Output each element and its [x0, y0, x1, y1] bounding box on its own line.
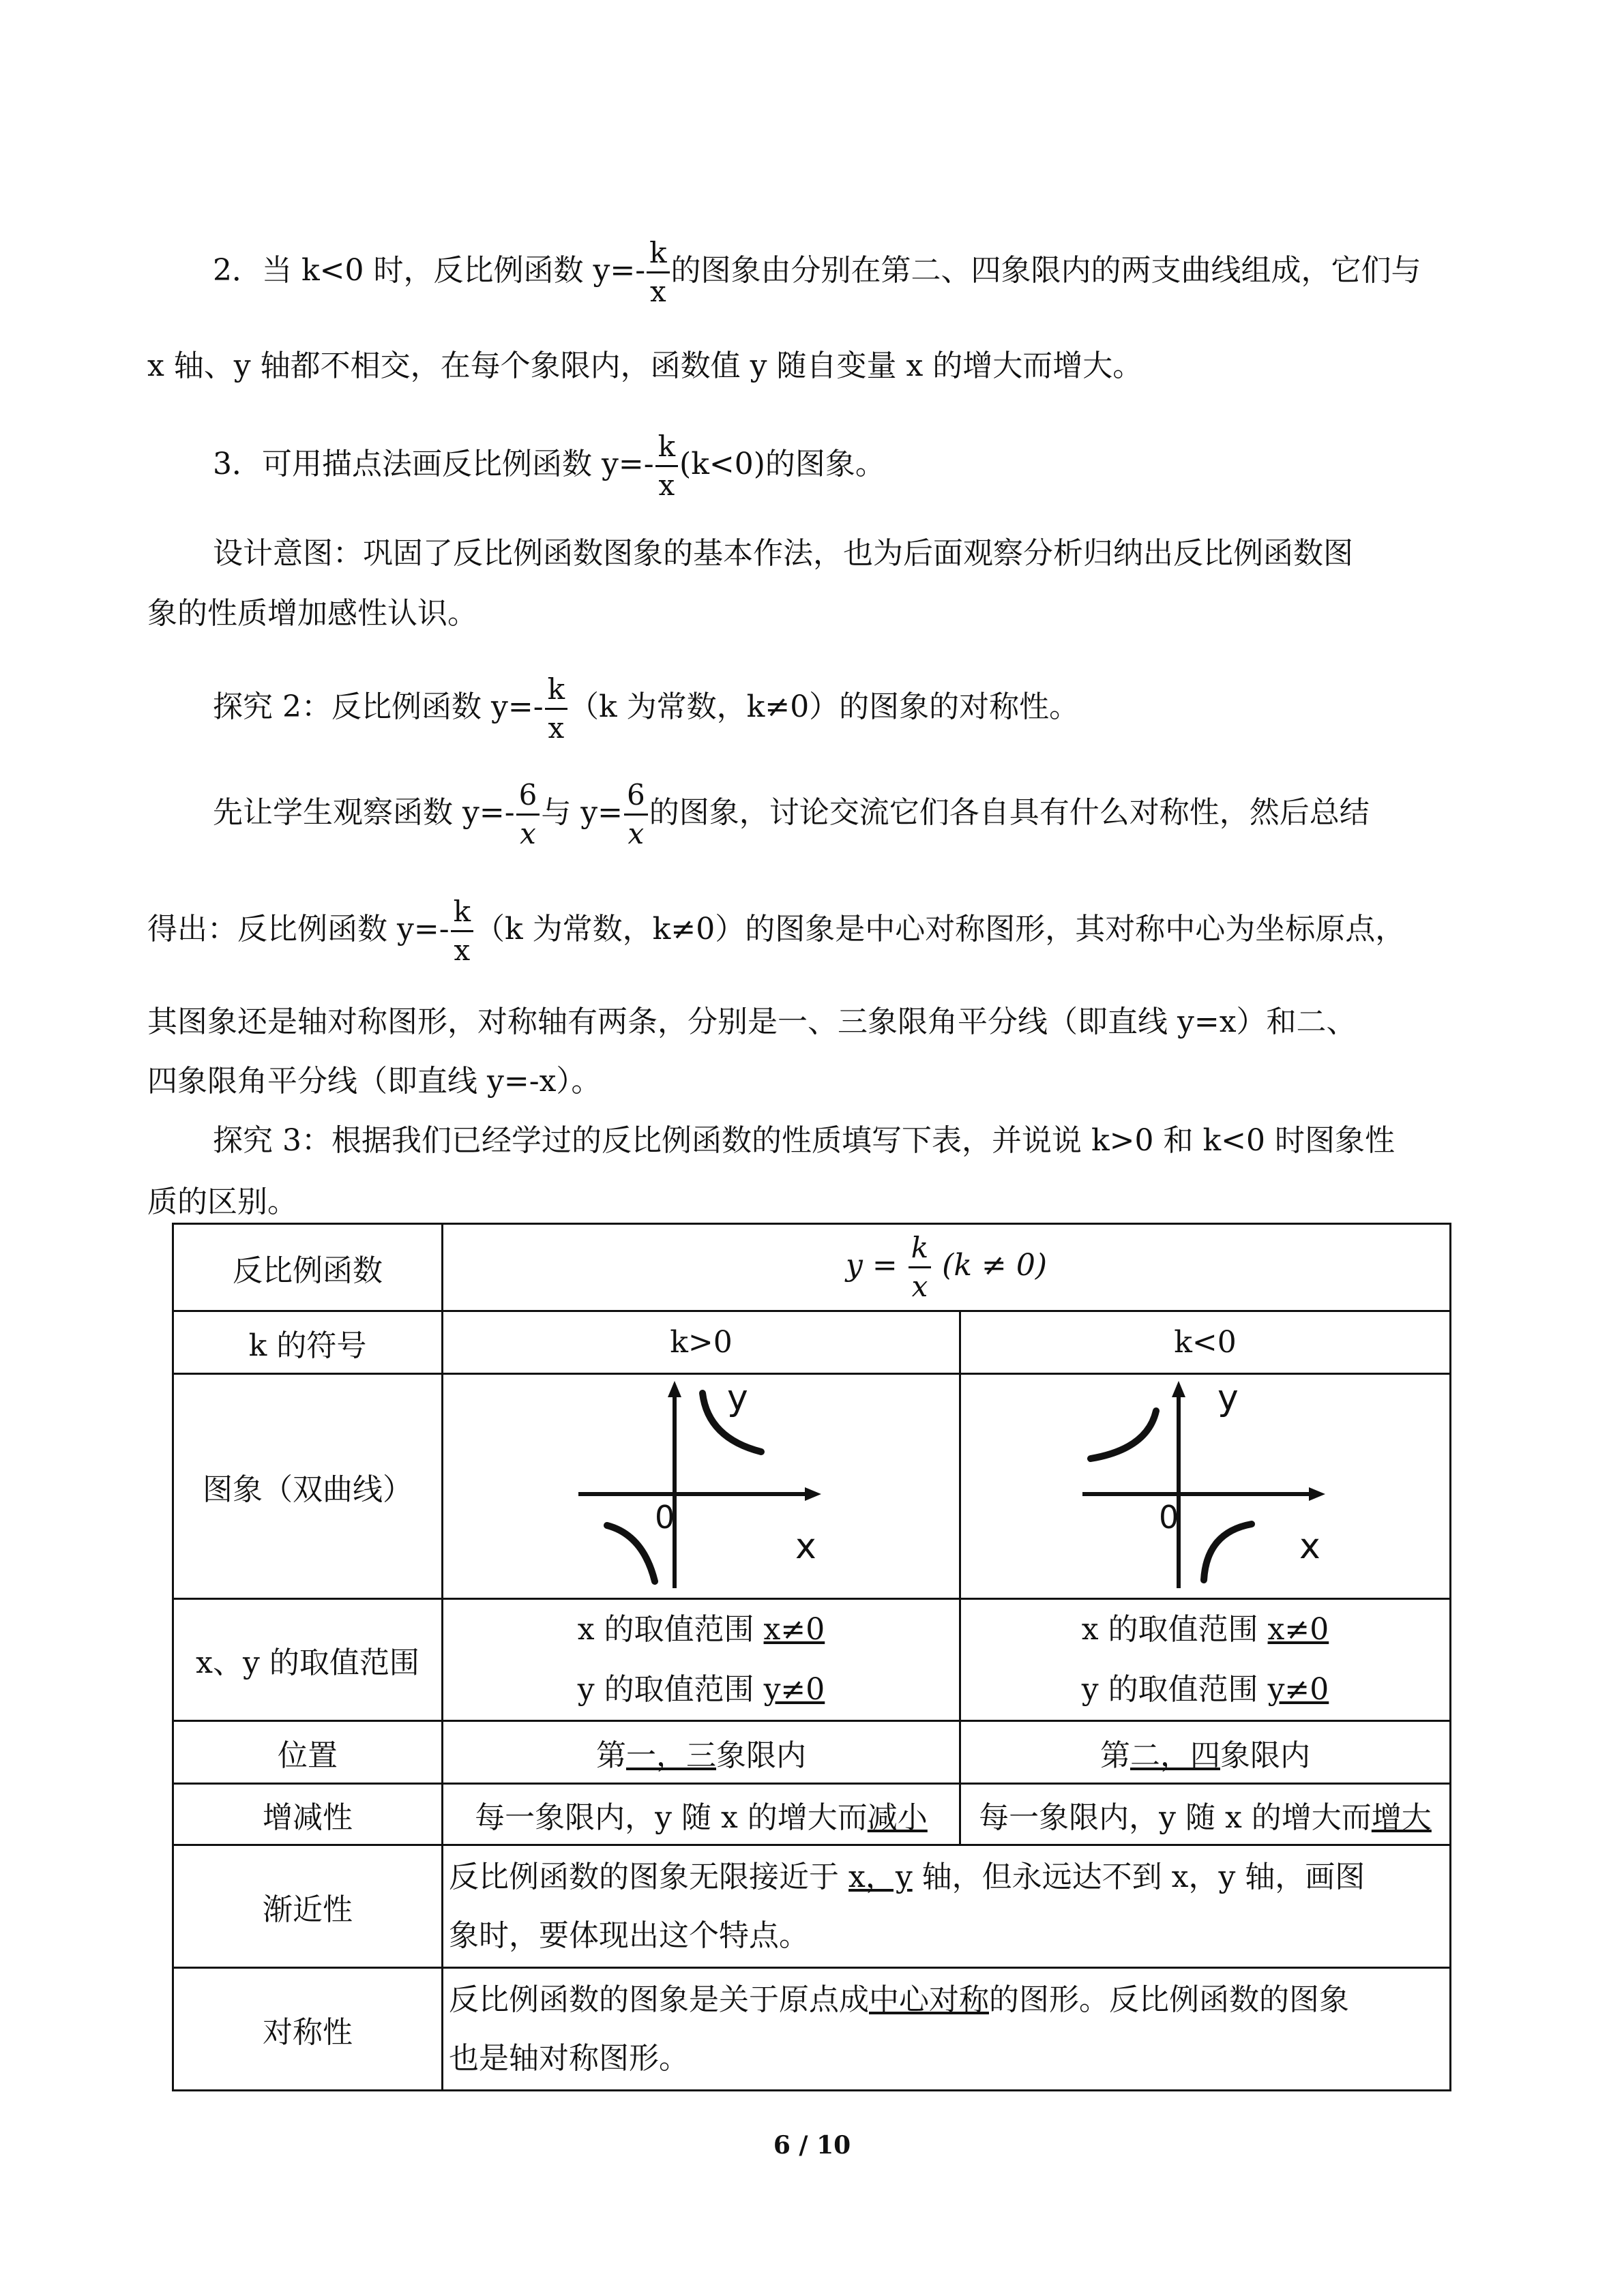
symmetry-cell	[443, 1968, 1451, 2091]
position-positive-cell	[443, 1721, 960, 1784]
table-row	[173, 1968, 1451, 2091]
text: 先让学生观察函数 y=-	[213, 795, 515, 830]
y-axis-arrow	[1172, 1381, 1185, 1397]
symmetry-line1	[449, 1971, 1444, 2029]
answer: 中心对称	[869, 1982, 989, 2017]
row-label: k 的符号	[173, 1311, 443, 1374]
text: 每一象限内，y 随 x 的增大而	[979, 1800, 1372, 1835]
hyperbola-k-positive-graph	[578, 1377, 824, 1588]
fraction-numerator: k	[647, 239, 669, 273]
k-positive-cell: k>0	[443, 1311, 960, 1374]
row-label: 渐近性	[173, 1845, 443, 1968]
fraction-denominator: x	[454, 934, 471, 967]
fraction-numerator: k	[909, 1234, 931, 1268]
answer: 一，三	[626, 1738, 716, 1773]
explore-2	[213, 672, 1080, 745]
asymptote-line2: 象时，要体现出这个特点。	[449, 1918, 809, 1953]
formula-y: y	[846, 1248, 863, 1283]
observe-paragraph	[213, 778, 1370, 850]
text: 第	[596, 1738, 626, 1773]
y-axis-arrow	[668, 1381, 681, 1397]
table-row	[173, 1784, 1451, 1845]
paragraph-3	[213, 432, 885, 500]
text: 的图象，讨论交流它们各自具有什么对称性，然后总结	[649, 795, 1370, 830]
table-row	[173, 1224, 1451, 1311]
fraction	[624, 778, 648, 850]
row-label: 图象（双曲线）	[173, 1374, 443, 1599]
answer: x≠0	[763, 1612, 825, 1647]
text: 轴，但永远达不到 x，y 轴，画图	[912, 1859, 1365, 1894]
text: (k<0)的图象。	[679, 447, 885, 481]
y-axis-label: y	[1217, 1377, 1239, 1418]
asymptote-cell	[443, 1845, 1451, 1968]
range-negative-cell	[960, 1599, 1451, 1721]
table-row	[173, 1599, 1451, 1721]
curve-branch-quadrant-4	[1204, 1524, 1252, 1580]
text: 反比例函数的图象是关于原点成	[449, 1982, 869, 2017]
text: 每一象限内，y 随 x 的增大而	[475, 1800, 868, 1835]
fraction-numerator: k	[545, 675, 567, 710]
answer: y≠0	[763, 1672, 825, 1707]
answer: x≠0	[1267, 1612, 1329, 1647]
design-intent-line2: 象的性质增加感性认识。	[147, 596, 477, 631]
text: 象限内	[1220, 1738, 1310, 1773]
formula-condition: (k ≠ 0)	[942, 1248, 1047, 1283]
fraction-denominator: x	[628, 817, 645, 850]
explore-3-line1: 探究 3：根据我们已经学过的反比例函数的性质填写下表，并说说 k>0 和 k<0 时图象性	[213, 1123, 1395, 1158]
fraction-numerator: 6	[624, 781, 648, 816]
answer: 减小	[867, 1800, 928, 1835]
asymptote-line1	[449, 1848, 1444, 1907]
formula-equals: =	[862, 1248, 907, 1283]
text: 3．可用描点法画反比例函数 y=-	[213, 447, 654, 481]
answer: 二，四	[1130, 1738, 1220, 1773]
conclusion-line3: 四象限角平分线（即直线 y=-x）。	[147, 1064, 602, 1099]
text: 得出：反比例函数 y=-	[147, 912, 449, 946]
fraction	[545, 672, 567, 745]
y-range	[966, 1660, 1444, 1720]
fraction-denominator: x	[911, 1270, 928, 1303]
fraction	[655, 432, 678, 500]
formula-cell	[443, 1224, 1451, 1311]
text: （k 为常数，k≠0）的图象是中心对称图形，其对称中心为坐标原点，	[475, 912, 1406, 946]
range-positive-cell	[443, 1599, 960, 1721]
text: 的图象由分别在第二、四象限内的两支曲线组成，它们与	[670, 253, 1421, 288]
origin-label: 0	[1159, 1499, 1179, 1536]
text: 探究 2：反比例函数 y=-	[213, 689, 544, 724]
x-axis-arrow	[805, 1487, 821, 1501]
design-intent-line1: 设计意图：巩固了反比例函数图象的基本作法，也为后面观察分析归纳出反比例函数图	[213, 536, 1353, 571]
x-range	[966, 1600, 1444, 1660]
page-number: 6 / 10	[773, 2131, 851, 2160]
fraction-numerator: k	[451, 897, 473, 932]
text: （k 为常数，k≠0）的图象的对称性。	[569, 689, 1080, 724]
graph-positive-cell	[443, 1374, 960, 1599]
properties-table	[172, 1223, 1451, 2091]
row-label: 位置	[173, 1721, 443, 1784]
hyperbola-k-negative-graph	[1082, 1377, 1328, 1588]
x-axis-label: x	[795, 1526, 816, 1567]
table-row	[173, 1845, 1451, 1968]
paragraph-2-line2: x 轴、y 轴都不相交，在每个象限内，函数值 y 随自变量 x 的增大而增大。	[147, 348, 1143, 383]
text: 与 y=	[541, 795, 623, 830]
row-label: x、y 的取值范围	[173, 1599, 443, 1721]
answer: 增大	[1371, 1800, 1432, 1835]
table-row	[173, 1311, 1451, 1374]
fraction	[451, 897, 473, 965]
fraction-denominator: x	[548, 711, 565, 745]
row-label: 对称性	[173, 1968, 443, 2091]
x-axis-label: x	[1299, 1526, 1320, 1567]
x-range	[449, 1600, 954, 1660]
curve-branch-quadrant-2	[1091, 1411, 1156, 1459]
position-negative-cell	[960, 1721, 1451, 1784]
fraction-numerator: k	[655, 432, 678, 467]
row-label: 反比例函数	[173, 1224, 443, 1311]
text: 2．当 k<0 时，反比例函数 y=-	[213, 253, 646, 288]
k-negative-cell: k<0	[960, 1311, 1451, 1374]
fraction-denominator: x	[520, 817, 536, 850]
answer: y≠0	[1267, 1672, 1329, 1707]
text: 象限内	[716, 1738, 806, 1773]
row-label: 增减性	[173, 1784, 443, 1845]
symmetry-line2: 也是轴对称图形。	[449, 2040, 689, 2076]
conclusion-line2: 其图象还是轴对称图形，对称轴有两条，分别是一、三象限角平分线（即直线 y=x）和二、	[147, 1004, 1357, 1039]
curve-branch-quadrant-3	[607, 1525, 655, 1581]
answer: x，y	[848, 1859, 913, 1894]
origin-label: 0	[655, 1499, 675, 1536]
table-row	[173, 1721, 1451, 1784]
fraction-denominator: x	[658, 468, 675, 502]
text: y 的取值范围	[577, 1672, 764, 1707]
monotonic-positive-cell	[443, 1784, 960, 1845]
monotonic-negative-cell	[960, 1784, 1451, 1845]
x-axis-arrow	[1309, 1487, 1325, 1501]
fraction-numerator: 6	[516, 781, 540, 816]
y-range	[449, 1660, 954, 1720]
fraction-denominator: x	[649, 275, 666, 308]
text: x 的取值范围	[1081, 1612, 1268, 1647]
fraction	[909, 1231, 931, 1303]
fraction	[516, 778, 540, 850]
fraction	[647, 236, 669, 308]
y-axis-label: y	[727, 1377, 748, 1418]
conclusion-line1	[147, 897, 1405, 965]
explore-3-line2: 质的区别。	[147, 1184, 297, 1219]
table-row	[173, 1374, 1451, 1599]
text: 的图形。反比例函数的图象	[989, 1982, 1349, 2017]
text: y 的取值范围	[1081, 1672, 1268, 1707]
graph-negative-cell	[960, 1374, 1451, 1599]
paragraph-2-line1	[213, 236, 1421, 308]
text: x 的取值范围	[577, 1612, 764, 1647]
text: 第	[1100, 1738, 1130, 1773]
text: 反比例函数的图象无限接近于	[449, 1859, 848, 1894]
